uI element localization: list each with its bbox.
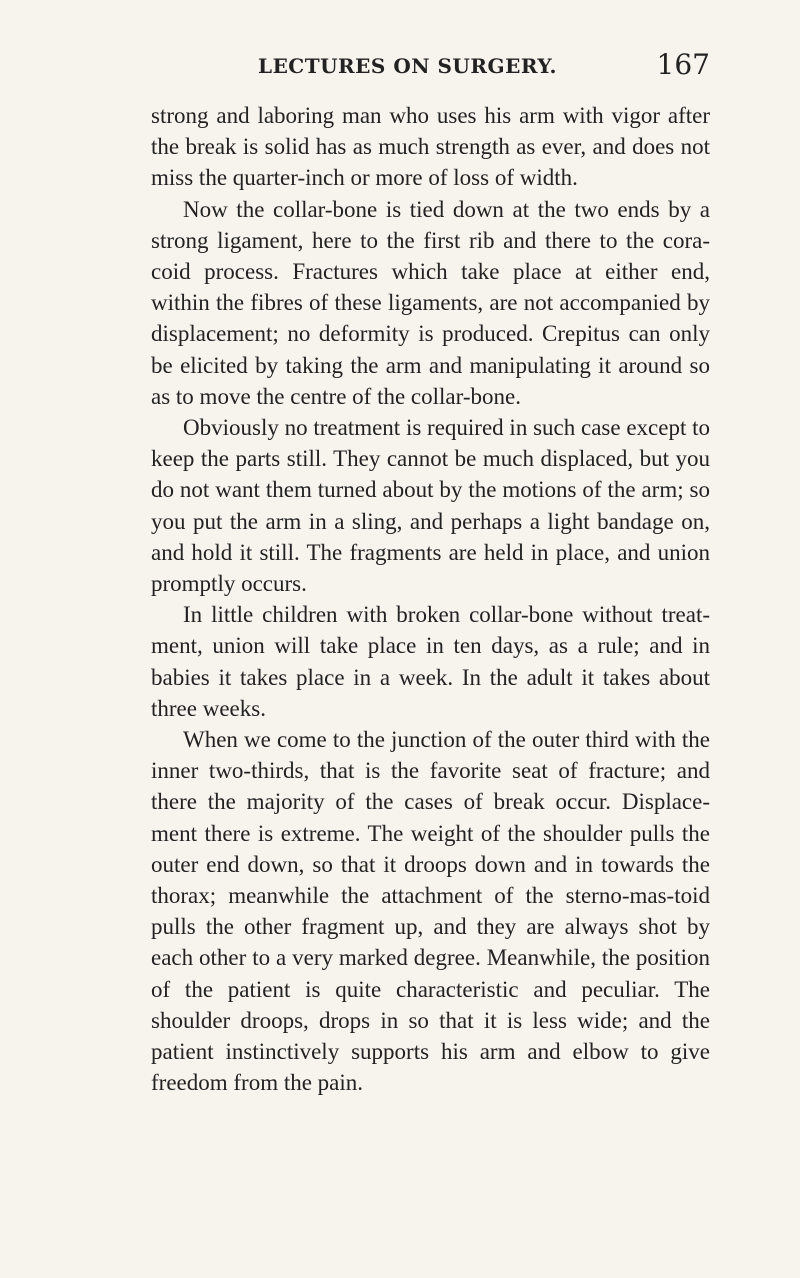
running-head [150,48,710,88]
paragraph-collar-bone-ligaments: Now the collar-bone is tied down at the two ends by a strong ligament, here to the first rib and there to the cora-coid process. Fractures which take place at either end, within the fibres of these ligaments, are not accompanied by displacement; no deformity is produced. Crepitus can only be elicited by taking the arm and manipulating it around so as to move the centre of the collar-bone. [151,196,710,409]
paragraph-continuation: strong and laboring man who uses his arm with vigor after the break is solid has as much strength as ever, and does not miss the quarter-inch or more of loss of width. [151,103,710,191]
running-head-title: LECTURES ON SURGERY. [258,54,557,78]
page-number: 167 [656,48,710,81]
paragraph-treatment: Obviously no treatment is required in such case except to keep the parts still. They cannot be much displaced, but you do not want them turned about by the motions of the arm; so you put the arm in a sling, and perhaps a light bandage on, and hold it still. The fragments are held in place, and union promptly occurs. [151,415,710,597]
paragraph-children-union: In little children with broken collar-bone without treat-ment, union will take place in ten days, as a rule; and in babies it takes place in a week. In the adult it takes about three weeks. [151,602,710,721]
body-text [151,100,710,1099]
paragraph-outer-third-fracture: When we come to the junction of the outer third with the inner two-thirds, that is the favorite seat of fracture; and there the majority of the cases of break occur. Displace-ment there is extreme. The weight of the shoulder pulls the outer end down, so that it droops down and in towards the thorax; meanwhile the attachment of the sterno-mas-toid pulls the other fragment up, and they are always shot by each other to a very marked degree. Meanwhile, the position of the patient is quite characteristic and peculiar. The shoulder droops, drops in so that it is less wide; and the patient instinctively supports his arm and elbow to give freedom from the pain. [151,727,710,1096]
